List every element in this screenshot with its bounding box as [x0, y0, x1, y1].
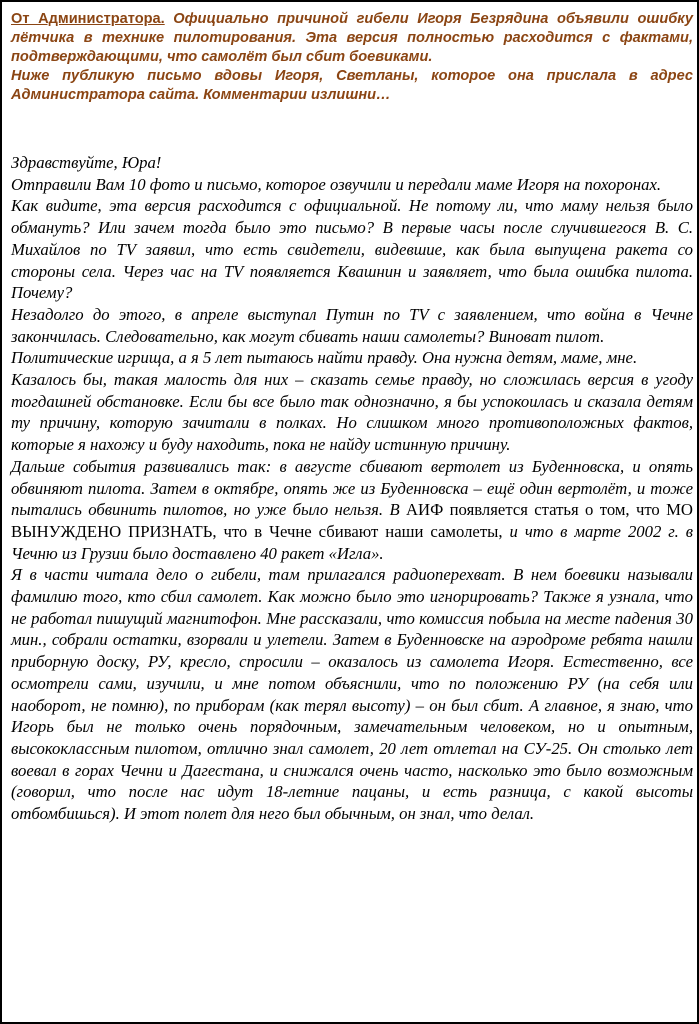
admin-intro — [11, 10, 693, 105]
letter-paragraph-6-part-1: Дальше события развивались так: в августе сбивают вертолет из Буденновска, и опять обвиняют пилота. Затем в октябре, опять же из Буденновска – ещё один вертолёт, и тоже пытались обвинить пилотов, но уже было нельзя. В — [11, 456, 693, 520]
letter-paragraph-6 — [11, 456, 693, 565]
letter-paragraph-1: Отправили Вам 10 фото и письмо, которое озвучили и передали маме Игоря на похоронах. — [11, 174, 662, 194]
admin-note-paragraph — [11, 10, 693, 67]
letter-paragraph-2: Как видите, эта версия расходится с официальной. Не потому ли, что маму нельзя было обмануть? Или зачем тогда было это письмо? В первые часы после случившегося В. С. Михайлов по TV заявил, что есть свидетели, видевшие, как была выпущена ракета со стороны села. Через час на TV появляется Квашнин и заявляет, что была ошибка пилота. Почему? — [11, 196, 693, 303]
admin-letter-note: Ниже публикую письмо вдовы Игоря, Светланы, которое она прислала в адрес Администратора сайта. Комментарии излишни… — [11, 68, 693, 103]
letter-paragraph-5: Казалось бы, такая малость для них – сказать семье правду, но сложилась версия в угоду тогдашней обстановке. Если бы все было так однозначно, я бы успокоилась и сказала детям ту причину, которую зачитали в полках. Но слишком много противоположных фактов, которые я нахожу и буду находить, пока не найду истинную причину. — [11, 370, 693, 455]
letter-paragraph-7: Я в части читала дело о гибели, там прилагался радиоперехват. В нем боевики называли фамилию того, кто сбил самолет. Как можно было это игнорировать? Также я узнала, что не работал пишущий магнитофон. Мне рассказали, что комиссия побыла на месте падения 30 мин., собрали остатки, взорвали и улетели. Затем в Буденновске на аэродроме ребята нашли приборную доску, РУ, кресло, спросили – оказалось из самолета Игоря. Естественно, все осмотрели сами, изучили, и мне потом объяснили, что по положению РУ (на себя или наоборот, не помню), по приборам (как терял высоту) – он был сбит. А главное, я знаю, что Игорь был не только очень порядочным, замечательным человеком, но и опытным, высококлассным пилотом, отлично знал самолет, 20 лет отлетал на СУ-25. Он столько лет воевал в горах Чечни и Дагестана, и снижался очень часто, насколько это было возможным (говорил, что после нас идут 18-летние пацаны, и есть разница, с какой высоты отбомбишься). И этот полет для него был обычным, он знал, что делал. — [11, 565, 693, 824]
letter-greeting: Здравствуйте, Юра! — [11, 153, 162, 172]
widow-letter — [11, 152, 693, 825]
letter-paragraph-6-part-2: АИФ появляется статья о том, что МО ВЫНУЖДЕНО ПРИЗНАТЬ, что в Чечне сбивают наши самолеты, — [11, 500, 693, 541]
letter-paragraph-6-part-3: и что в марте 2002 г. в Чечню из Грузии было доставлено 40 ракет «Игла». — [11, 521, 693, 563]
letter-paragraph-3: Незадолго до этого, в апреле выступал Путин по TV с заявлением, что война в Чечне закончилась. Следовательно, как могут сбивать наши самолеты? Виноват пилот. — [11, 304, 693, 346]
letter-paragraph-4: Политические игрища, а я 5 лет пытаюсь найти правду. Она нужна детям, маме, мне. — [11, 348, 638, 368]
admin-note-text: Официально причиной гибели Игоря Безрядина объявили ошибку лётчика в технике пилотирования. Эта версия полностью расходится с фактами, подтверждающими, что самолёт был сбит боевиками. — [11, 11, 693, 65]
admin-label: От Администратора. — [11, 11, 165, 27]
